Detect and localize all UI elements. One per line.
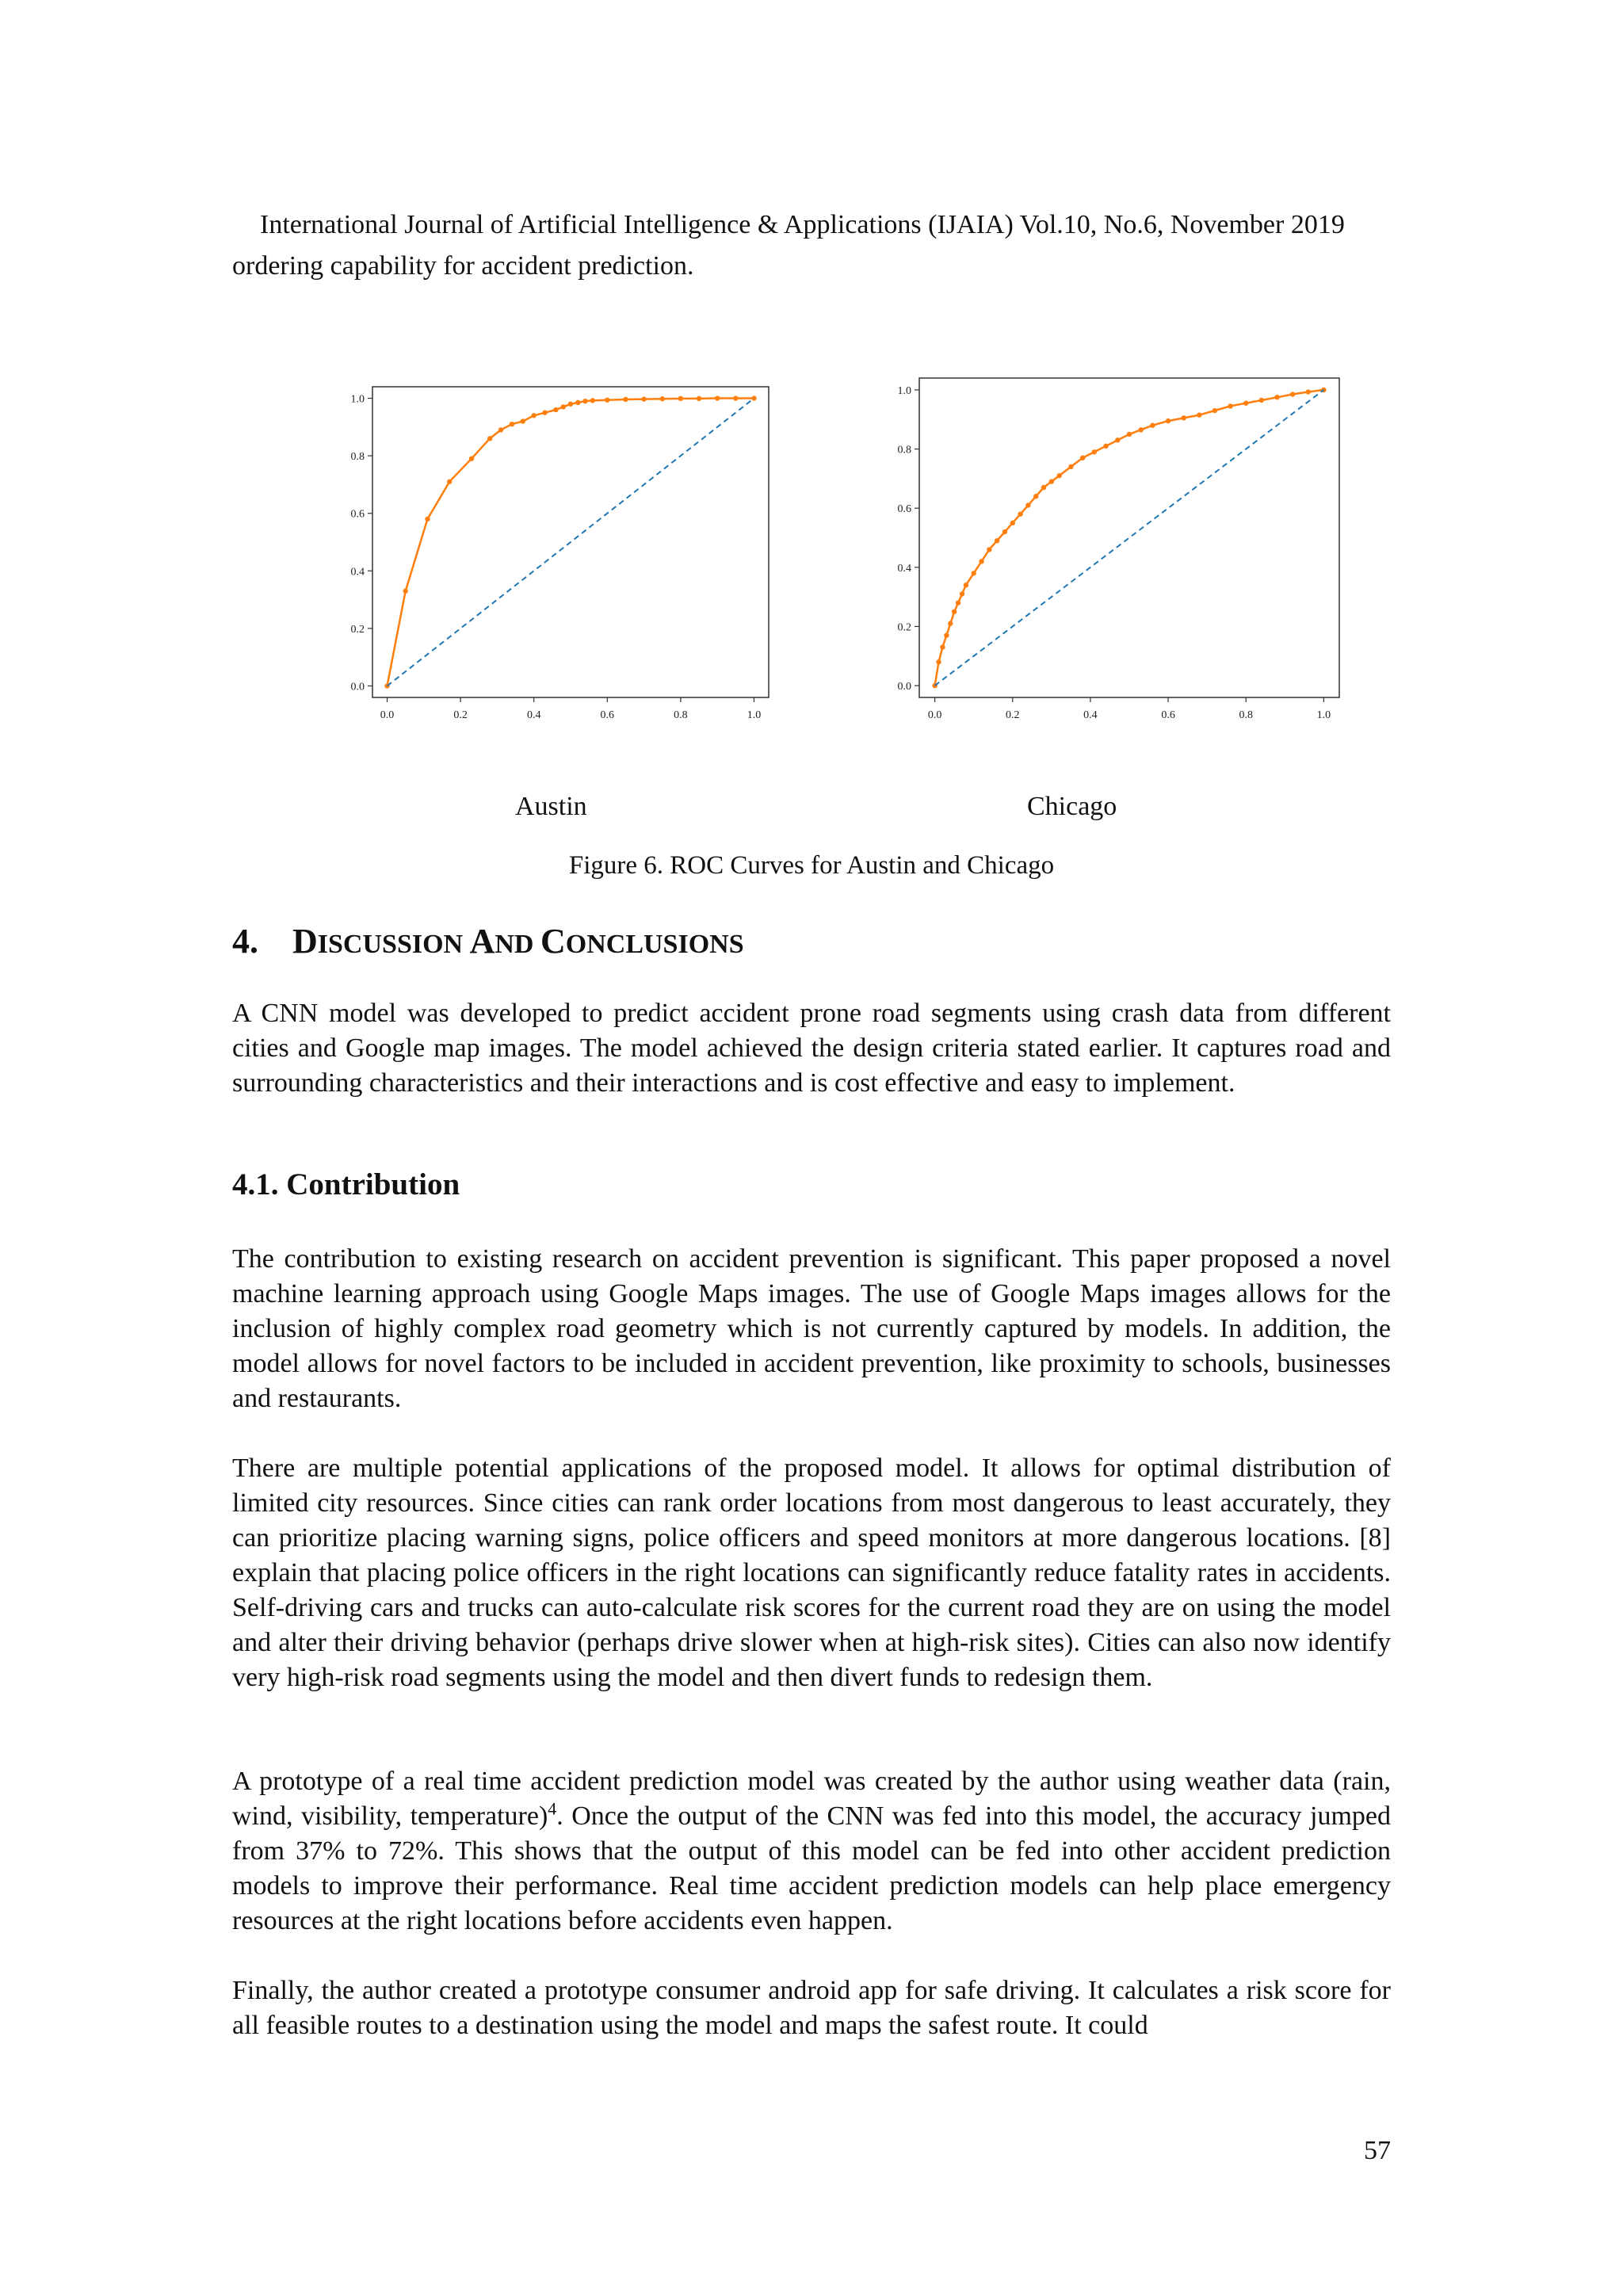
roc-point [972, 571, 976, 575]
y-tick-label: 0.2 [897, 621, 911, 634]
roc-chart-austin [317, 372, 792, 729]
roc-chart-chicago [864, 369, 1371, 729]
roc-point [678, 396, 683, 401]
roc-point [948, 621, 953, 626]
x-tick-label: 1.0 [1316, 709, 1331, 721]
roc-point [1290, 392, 1295, 396]
y-tick-label: 1.0 [350, 393, 365, 406]
roc-point [1166, 418, 1170, 423]
roc-point [1018, 511, 1022, 516]
roc-point [521, 418, 525, 423]
roc-point [1243, 401, 1248, 406]
roc-point [660, 396, 665, 401]
roc-point [469, 457, 474, 461]
roc-point [1150, 423, 1155, 428]
roc-point [510, 422, 514, 426]
section-heading: 4. DISCUSSION AND CONCLUSIONS [232, 919, 744, 967]
roc-point [1127, 432, 1132, 437]
roc-point [575, 400, 580, 405]
roc-point [487, 436, 492, 441]
roc-point [1259, 398, 1264, 403]
paragraph-summary: A CNN model was developed to predict accident prone road segments using crash data from different cities and Google map images. The model achieved the design criteria stated earlier. It captures road and surrounding characteristics and their interactions and is cost effective and easy to implement. [232, 999, 1391, 1098]
roc-point [553, 407, 558, 412]
figure-label-chicago: Chicago [1027, 792, 1117, 821]
roc-point [715, 395, 720, 400]
x-tick-label: 0.2 [1006, 709, 1020, 721]
roc-point [697, 396, 701, 401]
roc-point [1068, 464, 1073, 469]
x-tick-label: 0.0 [380, 709, 395, 721]
x-tick-label: 0.6 [1161, 709, 1175, 721]
roc-point [733, 395, 738, 400]
figure-label-austin: Austin [515, 792, 587, 821]
roc-point [1182, 415, 1186, 420]
x-tick-label: 0.8 [1239, 709, 1253, 721]
paragraph-contribution: The contribution to existing research on accident prevention is significant. This paper proposed a novel machine learning approach using Google Maps images. The use of Google Maps images allows for the inclusion of highly complex road geometry which is not currently captured by models. In addition, the model allows for novel factors to be included in accident prevention, like proximity to schools, businesses and restaurants. [232, 1244, 1391, 1413]
roc-point [960, 591, 964, 596]
roc-point [542, 410, 547, 415]
paragraph-android-app: Finally, the author created a prototype consumer android app for safe driving. It calculates a risk score for all feasible routes to a destination using the model and maps the safest route. It could [232, 1976, 1391, 2040]
roc-point [1025, 502, 1030, 507]
roc-point [1212, 408, 1217, 413]
paragraph-prototype: A prototype of a real time accident prediction model was created by the author using weather data (rain, wind, visibility, temperature)$^4$. Once the output of the CNN was fed into this model, the accuracy jumped from 37% to 72%. This shows that the output of this model can be fed into other accident prediction models to improve their performance. Real time accident prediction models can help place emergency resources at the right locations before accidents even happen. [232, 1767, 1391, 1935]
roc-point [944, 632, 949, 637]
y-tick-label: 1.0 [897, 384, 911, 397]
y-tick-label: 0.8 [350, 451, 365, 464]
subsection-heading: 4.1. Contribution [232, 1167, 460, 1201]
continued-text-line: ordering capability for accident prediction. [232, 251, 694, 281]
section-number: 4. [232, 922, 258, 961]
paragraph-applications: There are multiple potential applications of the proposed model. It allows for optimal distribution of limited city resources. Since cities can rank order locations from most dangerous to least accurately, they can prioritize placing warning signs, police officers and speed monitors at more dangerous locations. [8] explain that placing police officers in the right locations can significantly reduce fatality rates in accidents. Self-driving cars and trucks can auto-calculate risk scores for the current road they are on using the model and alter their driving behavior (perhaps drive slower when at high-risk sites). Cities can also now identify very high-risk road segments using the model and then divert funds to redesign them. [232, 1454, 1391, 1692]
roc-point [425, 517, 430, 521]
x-tick-label: 0.2 [453, 709, 468, 721]
roc-point [403, 589, 407, 594]
roc-point [1103, 444, 1108, 449]
roc-point [1010, 521, 1015, 525]
x-tick-label: 0.0 [927, 709, 942, 721]
roc-point [568, 402, 573, 407]
roc-point [1306, 389, 1311, 394]
roc-point [1115, 437, 1120, 442]
x-tick-label: 0.4 [526, 709, 541, 721]
x-tick-label: 0.4 [1083, 709, 1098, 721]
roc-point [590, 398, 595, 403]
roc-point [641, 396, 646, 401]
roc-point [1033, 494, 1038, 499]
chance-diagonal-line [388, 399, 754, 686]
y-tick-label: 0.2 [350, 623, 365, 636]
figure-caption: Figure 6. ROC Curves for Austin and Chicago [568, 851, 1055, 880]
roc-point [498, 427, 503, 432]
roc-point [623, 397, 628, 402]
roc-point [1002, 529, 1007, 534]
roc-point [1041, 485, 1046, 490]
roc-point [561, 404, 566, 409]
footnote-marker: 4 [548, 1798, 557, 1819]
roc-point [979, 559, 983, 563]
roc-point [1274, 395, 1279, 399]
roc-point [1049, 479, 1054, 483]
y-tick-label: 0.0 [897, 681, 911, 693]
roc-point [532, 413, 537, 418]
roc-point [582, 399, 587, 403]
roc-point [995, 538, 999, 543]
roc-point [964, 583, 968, 587]
roc-point [1056, 473, 1061, 478]
y-tick-label: 0.4 [350, 566, 365, 579]
roc-point [1139, 427, 1144, 432]
roc-point [952, 609, 957, 614]
roc-point [605, 397, 609, 402]
y-tick-label: 0.6 [350, 508, 365, 521]
x-tick-label: 0.6 [600, 709, 615, 721]
y-tick-label: 0.6 [897, 503, 911, 516]
roc-point [936, 659, 941, 664]
roc-point [447, 479, 452, 484]
roc-point [940, 644, 945, 649]
roc-point [956, 600, 960, 605]
y-tick-label: 0.4 [897, 562, 911, 575]
roc-point [1080, 456, 1085, 460]
y-tick-label: 0.0 [350, 681, 365, 693]
x-tick-label: 0.8 [674, 709, 688, 721]
page-number: 57 [1364, 2136, 1391, 2165]
running-header: International Journal of Artificial Intelligence & Applications (IJAIA) Vol.10, No.6, November 2019 [260, 210, 1345, 239]
roc-point [1092, 449, 1097, 454]
roc-point [987, 547, 991, 552]
roc-point [1197, 412, 1201, 417]
y-tick-label: 0.8 [897, 444, 911, 457]
x-tick-label: 1.0 [747, 709, 762, 721]
roc-point [1228, 403, 1232, 408]
